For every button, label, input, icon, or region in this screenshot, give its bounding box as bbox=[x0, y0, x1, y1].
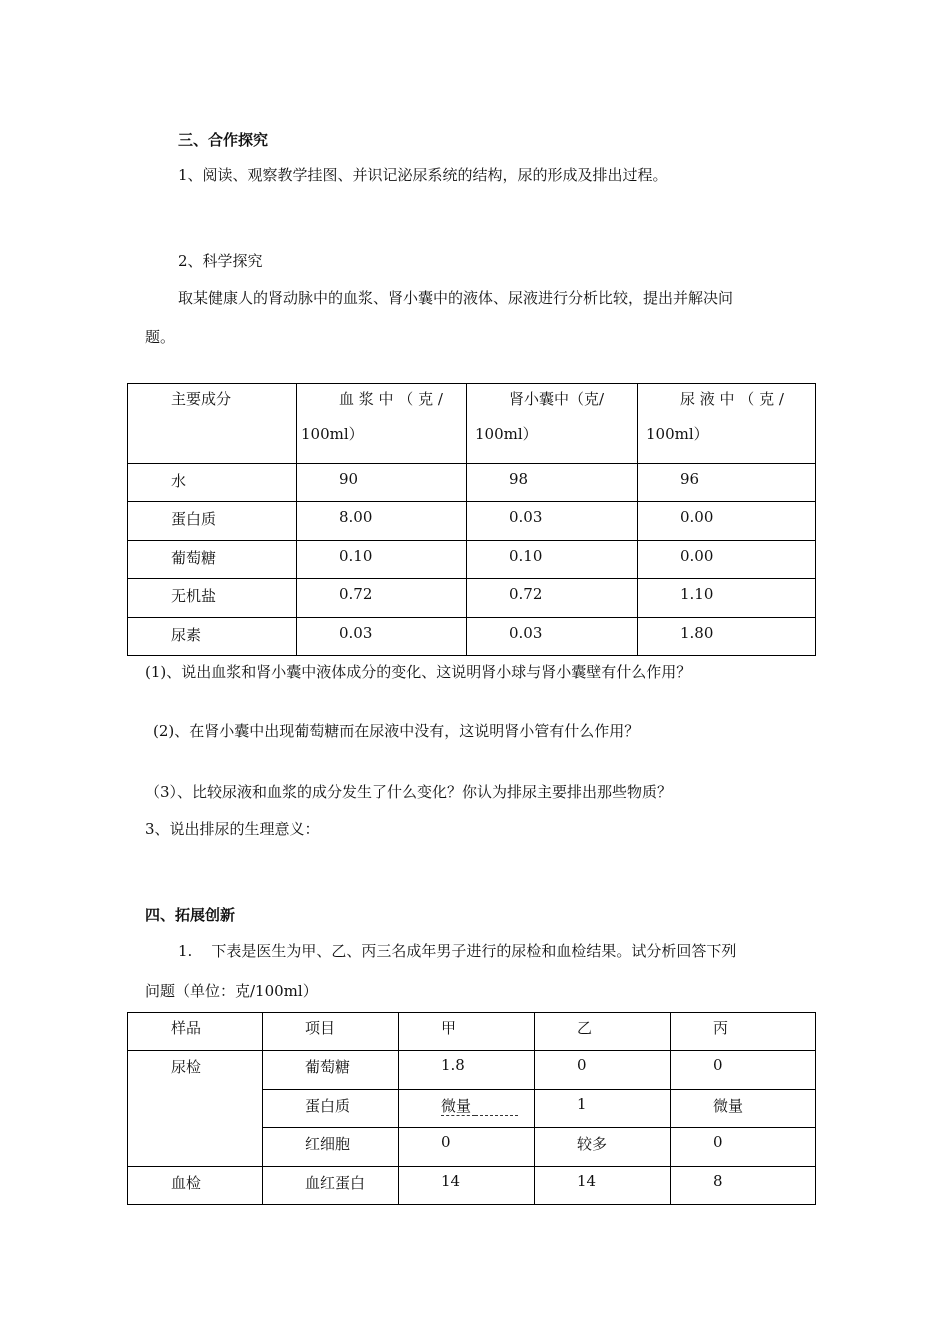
table-row bbox=[128, 502, 816, 541]
section3-item1: 1、阅读、观察教学挂图、并识记泌尿系统的结构，尿的形成及排出过程。 bbox=[178, 166, 668, 184]
section4-heading: 四、拓展创新 bbox=[145, 906, 236, 924]
question-1: (1)、说出血浆和肾小囊中液体成分的变化、这说明肾小球与肾小囊壁有什么作用？ bbox=[145, 663, 692, 681]
table-cell: 8 bbox=[671, 1167, 816, 1205]
table-cell: 水 bbox=[128, 464, 297, 502]
table-row bbox=[128, 464, 816, 502]
table-header-cell: 甲 bbox=[399, 1013, 535, 1051]
table-cell: 蛋白质 bbox=[128, 502, 297, 541]
table-cell: 0.03 bbox=[467, 618, 638, 656]
composition-table bbox=[127, 383, 816, 656]
test-results-table bbox=[127, 1012, 816, 1205]
table-cell: 14 bbox=[535, 1167, 671, 1205]
section3-item2-title: 2、科学探究 bbox=[178, 252, 263, 270]
table-cell: 0.72 bbox=[297, 579, 467, 618]
table-cell: 14 bbox=[399, 1167, 535, 1205]
section4-item1: 1. 下表是医生为甲、乙、丙三名成年男子进行的尿检和血检结果。试分析回答下列 bbox=[178, 942, 737, 960]
table-cell: 微量 bbox=[399, 1090, 535, 1128]
group-label-urine: 尿检 bbox=[128, 1051, 263, 1167]
table-cell: 98 bbox=[467, 464, 638, 502]
table-row bbox=[128, 618, 816, 656]
table-cell: 1.80 bbox=[638, 618, 816, 656]
table-cell: 90 bbox=[297, 464, 467, 502]
section4-item1-cont: 问题（单位：克/100ml） bbox=[145, 982, 318, 1000]
table-row bbox=[128, 1167, 816, 1205]
table-cell: 96 bbox=[638, 464, 816, 502]
question-2: (2)、在肾小囊中出现葡萄糖而在尿液中没有，这说明肾小管有什么作用？ bbox=[153, 722, 640, 740]
table-cell: 1.10 bbox=[638, 579, 816, 618]
section3-item2-text-cont: 题。 bbox=[145, 328, 176, 346]
section3-item3: 3、说出排尿的生理意义： bbox=[145, 820, 320, 838]
table-header-cell: 样品 bbox=[128, 1013, 263, 1051]
group-label-blood: 血检 bbox=[128, 1167, 263, 1205]
table-header-cell: 乙 bbox=[535, 1013, 671, 1051]
table-row bbox=[128, 579, 816, 618]
table-header-cell: 血 浆 中 （ 克 / 100ml） bbox=[297, 384, 467, 464]
section3-item2-text: 取某健康人的肾动脉中的血浆、肾小囊中的液体、尿液进行分析比较，提出并解决问 bbox=[178, 289, 734, 307]
table-cell: 尿素 bbox=[128, 618, 297, 656]
table-cell: 血红蛋白 bbox=[263, 1167, 399, 1205]
table-cell: 葡萄糖 bbox=[263, 1051, 399, 1090]
table-header-cell: 丙 bbox=[671, 1013, 816, 1051]
section3-heading: 三、合作探究 bbox=[178, 131, 269, 149]
table-cell: 8.00 bbox=[297, 502, 467, 541]
table-cell: 蛋白质 bbox=[263, 1090, 399, 1128]
table-header-row bbox=[128, 384, 816, 464]
table-cell: 0.10 bbox=[467, 541, 638, 579]
table-cell: 较多 bbox=[535, 1128, 671, 1167]
table-cell: 红细胞 bbox=[263, 1128, 399, 1167]
table-header-cell: 主要成分 bbox=[128, 384, 297, 464]
table-cell: 0.10 bbox=[297, 541, 467, 579]
table-row bbox=[128, 541, 816, 579]
table-cell: 葡萄糖 bbox=[128, 541, 297, 579]
question-3: （3）、比较尿液和血浆的成分发生了什么变化？你认为排尿主要排出那些物质？ bbox=[145, 783, 673, 801]
table-header-cell: 项目 bbox=[263, 1013, 399, 1051]
table-cell: 0.72 bbox=[467, 579, 638, 618]
table-cell: 0 bbox=[399, 1128, 535, 1167]
table-cell: 0.00 bbox=[638, 502, 816, 541]
table-cell: 1 bbox=[535, 1090, 671, 1128]
table-cell: 0 bbox=[671, 1051, 816, 1090]
table-header-cell: 尿 液 中 （ 克 / 100ml） bbox=[638, 384, 816, 464]
table-cell: 微量 bbox=[671, 1090, 816, 1128]
table-cell: 0 bbox=[535, 1051, 671, 1090]
table-header-cell: 肾小囊中（克/ 100ml） bbox=[467, 384, 638, 464]
table-cell: 0.03 bbox=[467, 502, 638, 541]
table-cell: 0.00 bbox=[638, 541, 816, 579]
table-cell: 1.8 bbox=[399, 1051, 535, 1090]
table-header-row bbox=[128, 1013, 816, 1051]
table-row bbox=[128, 1051, 816, 1090]
table-cell: 0.03 bbox=[297, 618, 467, 656]
table-cell: 无机盐 bbox=[128, 579, 297, 618]
table-cell: 0 bbox=[671, 1128, 816, 1167]
